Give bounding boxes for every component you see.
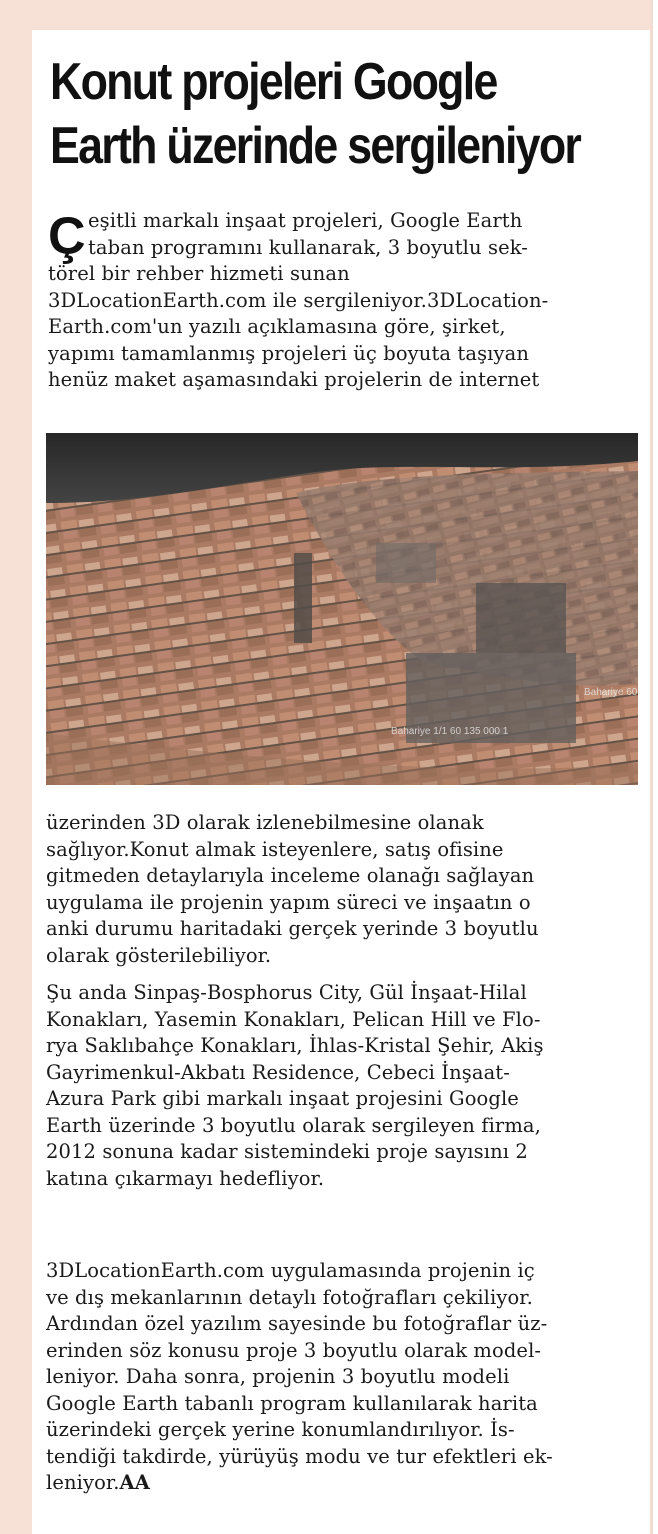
text-line: 3DLocationEarth.com uygulamasında projenin iç [46,1259,535,1282]
paragraph-3 [46,980,644,1192]
text-line: yapımı tamamlanmış projeleri üç boyuta taşıyan [48,341,530,365]
text-line: Azura Park gibi markalı inşaat projesini Google [46,1087,519,1110]
photo-label: Bahariye 1/1 60 135 000 1 [391,726,509,737]
text-line: henüz maket aşamasındaki projelerin de internet [48,368,540,391]
article-headline [50,50,581,178]
text-line: rya Saklıbahçe Konakları, İhlas-Kristal Şehir, Akiş [46,1034,544,1057]
text-line: 2012 sonuna kadar sistemindeki proje sayısını 2 [46,1140,528,1163]
page-left-margin [0,0,32,1534]
byline: AA [119,1471,150,1494]
text-line: 3DLocationEarth.com ile sergileniyor.3DLocation- [48,288,549,312]
text-line: üzerindeki gerçek yerine konumlandırılıyor. İs- [46,1418,515,1441]
text-line: Şu anda Sinpaş-Bosphorus City, Gül İnşaat-Hilal [46,981,527,1004]
text-line: tendiği takdirde, yürüyüş modu ve tur efektleri ek- [46,1444,553,1468]
page-right-edge [650,0,653,1534]
article-photo [46,433,638,785]
text-line: törel bir rehber hizmeti sunan [48,262,350,285]
text-line: anki durumu haritadaki gerçek yerinde 3 boyutlu [46,917,539,940]
news-clipping [32,30,650,1534]
text-line: sağlıyor.Konut almak isteyenlere, satış ofisine [46,837,504,861]
intro-paragraph [48,208,638,394]
text-line: taban programını kullanarak, 3 boyutlu sek- [88,235,528,259]
text-line: üzerinden 3D olarak izlenebilmesine olanak [46,811,484,834]
text-line: Ardından özel yazılım sayesinde bu fotoğraflar üz- [46,1312,548,1335]
paragraph-4 [46,1258,644,1497]
headline-line-2: Earth üzerinde sergileniyor [50,117,581,175]
photo-label: Bahariye 60 [584,687,638,698]
text-line: olarak gösterilebiliyor. [46,943,272,967]
text-line: erinden söz konusu proje 3 boyutlu olarak model- [46,1338,542,1362]
text-line: Earth.com'un yazılı açıklamasına göre, şirket, [48,315,506,338]
text-line: katına çıkarmayı hedefliyor. [46,1166,325,1190]
text-line: Gayrimenkul-Akbatı Residence, Cebeci İnşaat- [46,1060,510,1084]
text-line: ve dış mekanlarının detaylı fotoğrafları çekiliyor. [46,1285,533,1309]
page-top-margin [0,0,650,30]
text-line: uygulama ile projenin yapım süreci ve inşaatın o [46,890,531,914]
text-line: Google Earth tabanlı program kullanılarak harita [46,1391,538,1415]
paragraph-2 [46,810,644,969]
text-line: leniyor. Daha sonra, projenin 3 boyutlu modeli [46,1365,510,1388]
text-line: gitmeden detaylarıyla inceleme olanağı sağlayan [46,864,535,887]
last-line-text: leniyor. [46,1471,120,1494]
headline-line-1: Konut projeleri Google [50,53,497,111]
text-line: eşitli markalı inşaat projeleri, Google Earth [88,209,523,232]
text-line: Earth üzerinde 3 boyutlu olarak sergileyen firma, [46,1113,541,1137]
text-line: Konakları, Yasemin Konakları, Pelican Hill ve Flo- [46,1007,541,1031]
drop-cap: Ç [48,207,86,265]
text-line-last [46,1470,644,1497]
